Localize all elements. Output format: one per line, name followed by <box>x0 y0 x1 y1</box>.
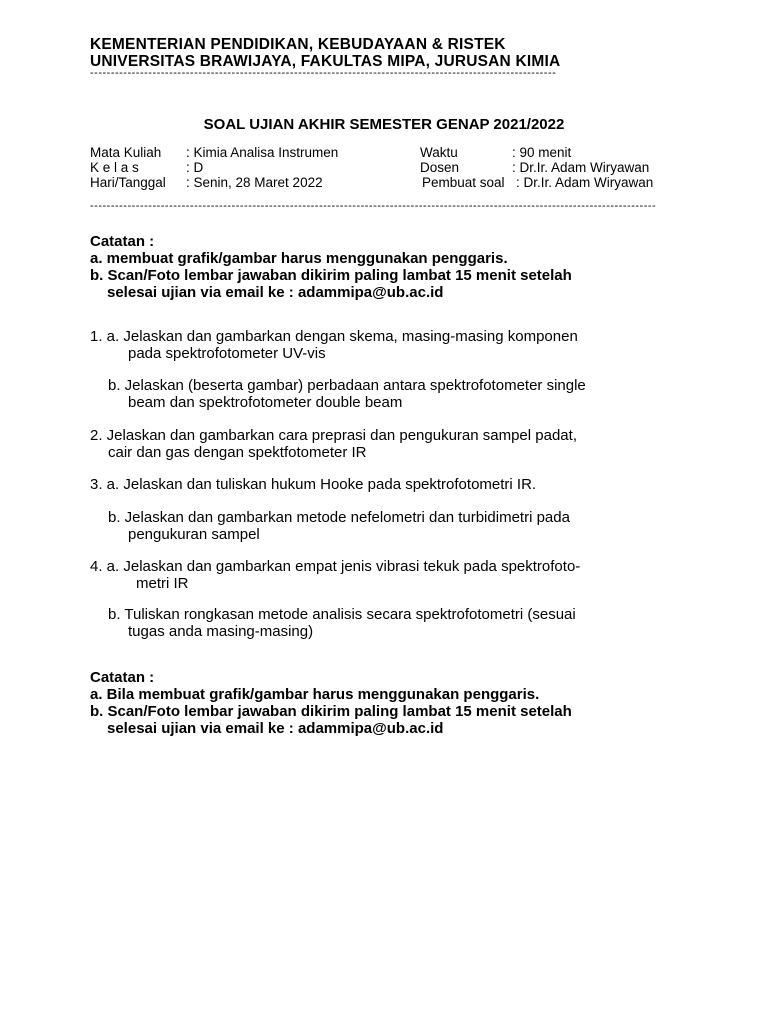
class-value: : D <box>186 160 204 175</box>
question-1a-line2: pada spektrofotometer UV-vis <box>128 345 326 362</box>
author-value: : Dr.Ir. Adam Wiryawan <box>516 175 654 190</box>
question-4a-line1: 4. a. Jelaskan dan gambarkan empat jenis vibrasi tekuk pada spektrofoto- <box>90 558 581 575</box>
question-4b <box>108 606 576 640</box>
course-label: Mata Kuliah <box>90 145 162 160</box>
note-item-b: b. Scan/Foto lembar jawaban dikirim paling lambat 15 menit setelah <box>90 267 572 284</box>
note-item-b-continued: selesai ujian via email ke : adammipa@ub.ac.id <box>107 284 444 301</box>
question-1b-line2: beam dan spektrofotometer double beam <box>128 394 403 411</box>
note-bottom <box>90 669 572 737</box>
question-2-line1: 2. Jelaskan dan gambarkan cara preprasi dan pengukuran sampel padat, <box>90 427 577 444</box>
question-1b-line1: b. Jelaskan (beserta gambar) perbadaan antara spektrofotometer single <box>108 377 586 394</box>
exam-title: SOAL UJIAN AKHIR SEMESTER GENAP 2021/2022 <box>203 116 565 133</box>
note-item-b-continued: selesai ujian via email ke : adammipa@ub.ac.id <box>107 720 444 737</box>
question-3a-line1: 3. a. Jelaskan dan tuliskan hukum Hooke pada spektrofotometri IR. <box>90 476 537 493</box>
note-item-a: a. Bila membuat grafik/gambar harus menggunakan penggaris. <box>90 686 540 703</box>
note-top <box>90 233 572 301</box>
question-1a-line1: 1. a. Jelaskan dan gambarkan dengan skema, masing-masing komponen <box>90 328 578 345</box>
question-4b-line2: tugas anda masing-masing) <box>128 623 314 640</box>
question-1b <box>108 377 586 411</box>
lecturer-label: Dosen <box>420 160 460 175</box>
note-heading: Catatan : <box>90 669 155 686</box>
class-label: K e l a s <box>90 160 139 175</box>
time-value: : 90 menit <box>512 145 572 160</box>
question-2-line2: cair dan gas dengan spektfotometer IR <box>108 444 367 461</box>
lecturer-value: : Dr.Ir. Adam Wiryawan <box>512 160 650 175</box>
question-3a <box>90 476 536 493</box>
note-item-a: a. membuat grafik/gambar harus menggunakan penggaris. <box>90 250 508 267</box>
question-4a-line2: metri IR <box>136 575 189 592</box>
university-heading: UNIVERSITAS BRAWIJAYA, FAKULTAS MIPA, JURUSAN KIMIA <box>90 53 561 70</box>
question-3b <box>108 509 570 543</box>
question-4a <box>90 558 580 592</box>
question-1a <box>90 328 578 362</box>
author-label: Pembuat soal <box>422 175 505 190</box>
question-3b-line1: b. Jelaskan dan gambarkan metode nefelometri dan turbidimetri pada <box>108 509 570 526</box>
time-label: Waktu <box>420 145 458 160</box>
header-divider: ---------------------------------------------------------------------------------------------------------------- <box>90 67 557 79</box>
note-item-b: b. Scan/Foto lembar jawaban dikirim paling lambat 15 menit setelah <box>90 703 572 720</box>
course-value: : Kimia Analisa Instrumen <box>186 145 339 160</box>
question-3b-line2: pengukuran sampel <box>128 526 260 543</box>
question-4b-line1: b. Tuliskan rongkasan metode analisis secara spektrofotometri (sesuai <box>108 606 576 623</box>
date-value: : Senin, 28 Maret 2022 <box>186 175 323 190</box>
ministry-heading: KEMENTERIAN PENDIDIKAN, KEBUDAYAAN & RISTEK <box>90 36 506 53</box>
meta-divider: ---------------------------------------------------------------------------------------------------------------------------------------- <box>90 200 657 212</box>
question-2 <box>90 427 577 461</box>
date-label: Hari/Tanggal <box>90 175 166 190</box>
note-heading: Catatan : <box>90 233 155 250</box>
